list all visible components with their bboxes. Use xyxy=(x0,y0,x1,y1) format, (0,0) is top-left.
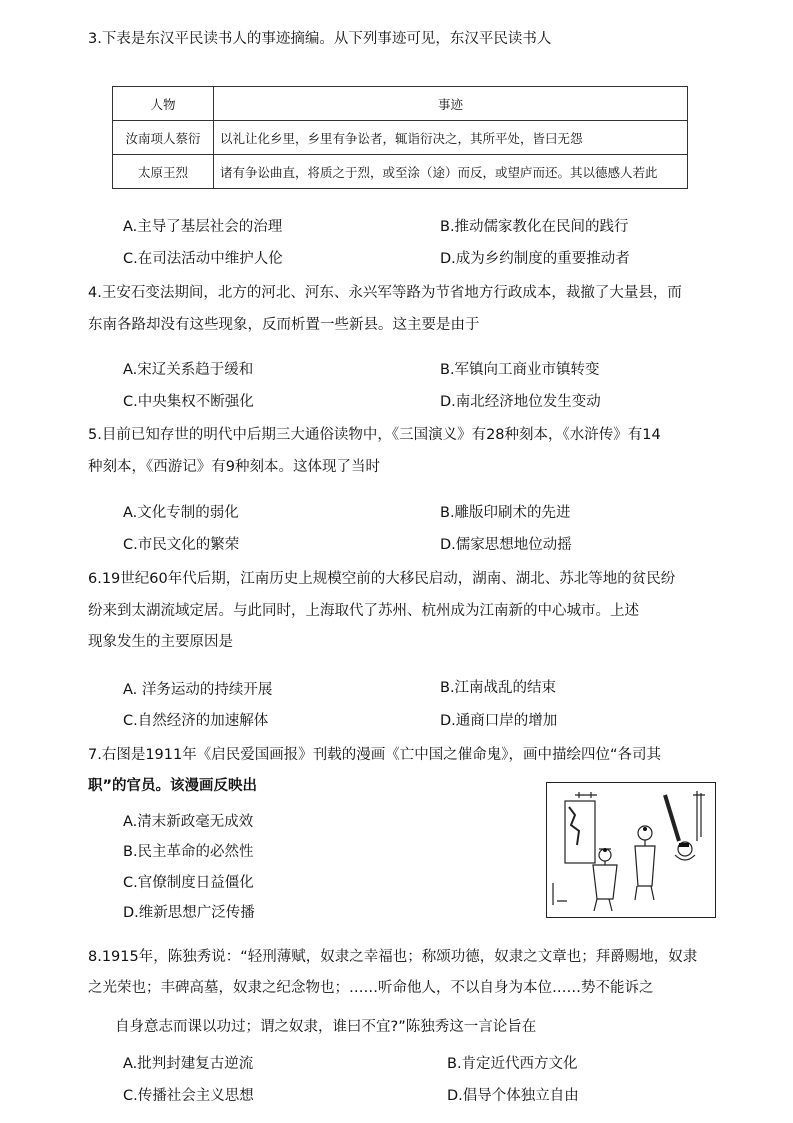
q4-stem-line2: 东南各路却没有这些现象，反而析置一些新县。这主要是由于 xyxy=(88,317,480,333)
q5-option-b[interactable]: B.雕版印刷术的先进 xyxy=(440,505,571,521)
q4-option-c[interactable]: C.中央集权不断强化 xyxy=(123,394,254,410)
q4-option-a[interactable]: A.宋辽关系趋于缓和 xyxy=(123,362,254,378)
q6-option-a[interactable]: A. 洋务运动的持续开展 xyxy=(123,682,273,698)
q6-stem-line1: 6.19世纪60年代后期，江南历史上规模空前的大移民启动，湖南、湖北、苏北等地的贫民纷 xyxy=(88,571,676,587)
q6-option-b[interactable]: B.江南战乱的结束 xyxy=(440,680,557,696)
q5-option-d[interactable]: D.儒家思想地位动摇 xyxy=(440,537,572,553)
q8-stem-line1: 8.1915年，陈独秀说：“轻刑薄赋，奴隶之幸福也；称颂功德，奴隶之文章也；拜爵赐地，奴隶 xyxy=(88,949,698,965)
q3-option-a[interactable]: A.主导了基层社会的治理 xyxy=(123,219,283,235)
q8-stem-line3: 自身意志而课以功过；谓之奴隶，谁曰不宜?”陈独秀这一言论旨在 xyxy=(115,1019,537,1035)
cartoon-image xyxy=(546,782,716,918)
q4-option-d[interactable]: D.南北经济地位发生变动 xyxy=(440,394,601,410)
q5-stem-line2: 种刻本，《西游记》有9种刻本。这体现了当时 xyxy=(88,459,380,475)
q7-stem-line2: 职”的官员。该漫画反映出 xyxy=(88,778,258,794)
q6-option-c[interactable]: C.自然经济的加速解体 xyxy=(123,713,269,729)
q6-stem-line3: 现象发生的主要原因是 xyxy=(88,634,233,650)
q5-option-a[interactable]: A.文化专制的弱化 xyxy=(123,505,239,521)
q5-option-c[interactable]: C.市民文化的繁荣 xyxy=(123,537,240,553)
table-header-row xyxy=(113,87,688,121)
q5-stem-line1: 5.目前已知存世的明代中后期三大通俗读物中，《三国演义》有28种刻本，《水浒传》有14 xyxy=(88,427,661,443)
q7-option-d[interactable]: D.维新思想广泛传播 xyxy=(123,905,255,921)
q8-stem-line2: 之光荣也；丰碑高墓，奴隶之纪念物也；……听命他人，不以自身为本位……势不能诉之 xyxy=(88,980,654,996)
q3-option-c[interactable]: C.在司法活动中维护人伦 xyxy=(123,251,283,267)
table-header-cell: 事迹 xyxy=(214,87,688,121)
q3-option-b[interactable]: B.推动儒家教化在民间的践行 xyxy=(440,219,629,235)
deeds-table xyxy=(112,86,688,189)
cartoon-drawing xyxy=(547,783,715,917)
table-row xyxy=(113,155,688,189)
q4-stem-line1: 4.王安石变法期间，北方的河北、河东、永兴军等路为节省地方行政成本，裁撤了大量县，而 xyxy=(88,285,682,301)
q4-option-b[interactable]: B.军镇向工商业市镇转变 xyxy=(440,362,600,378)
q6-option-d[interactable]: D.通商口岸的增加 xyxy=(440,713,558,729)
q3-stem: 3.下表是东汉平民读书人的事迹摘编。从下列事迹可见，东汉平民读书人 xyxy=(88,31,552,47)
table-row xyxy=(113,121,688,155)
q7-option-c[interactable]: C.官僚制度日益僵化 xyxy=(123,875,254,891)
q8-option-b[interactable]: B.肯定近代西方文化 xyxy=(447,1056,578,1072)
q7-stem-line1: 7.右图是1911年《启民爱国画报》刊载的漫画《亡中国之催命鬼》，画中描绘四位“各司其 xyxy=(88,747,661,763)
q7-option-a[interactable]: A.清末新政毫无成效 xyxy=(123,814,254,830)
q7-option-b[interactable]: B.民主革命的必然性 xyxy=(123,844,254,860)
q8-option-d[interactable]: D.倡导个体独立自由 xyxy=(447,1088,579,1104)
q3-option-d[interactable]: D.成为乡约制度的重要推动者 xyxy=(440,251,630,267)
q6-stem-line2: 纷来到太湖流域定居。与此同时，上海取代了苏州、杭州成为江南新的中心城市。上述 xyxy=(88,603,639,619)
q8-option-c[interactable]: C.传播社会主义思想 xyxy=(123,1088,254,1104)
table-header-cell: 人物 xyxy=(113,87,214,121)
table-cell: 汝南项人蔡衍 xyxy=(113,121,214,155)
q8-option-a[interactable]: A.批判封建复古逆流 xyxy=(123,1056,254,1072)
table-cell: 以礼让化乡里，乡里有争讼者，辄诣衍决之，其所平处，皆曰无怨 xyxy=(214,121,688,155)
table-cell: 诸有争讼曲直，将质之于烈，或至涂（途）而反，或望庐而还。其以德感人若此 xyxy=(214,155,688,189)
table-cell: 太原王烈 xyxy=(113,155,214,189)
